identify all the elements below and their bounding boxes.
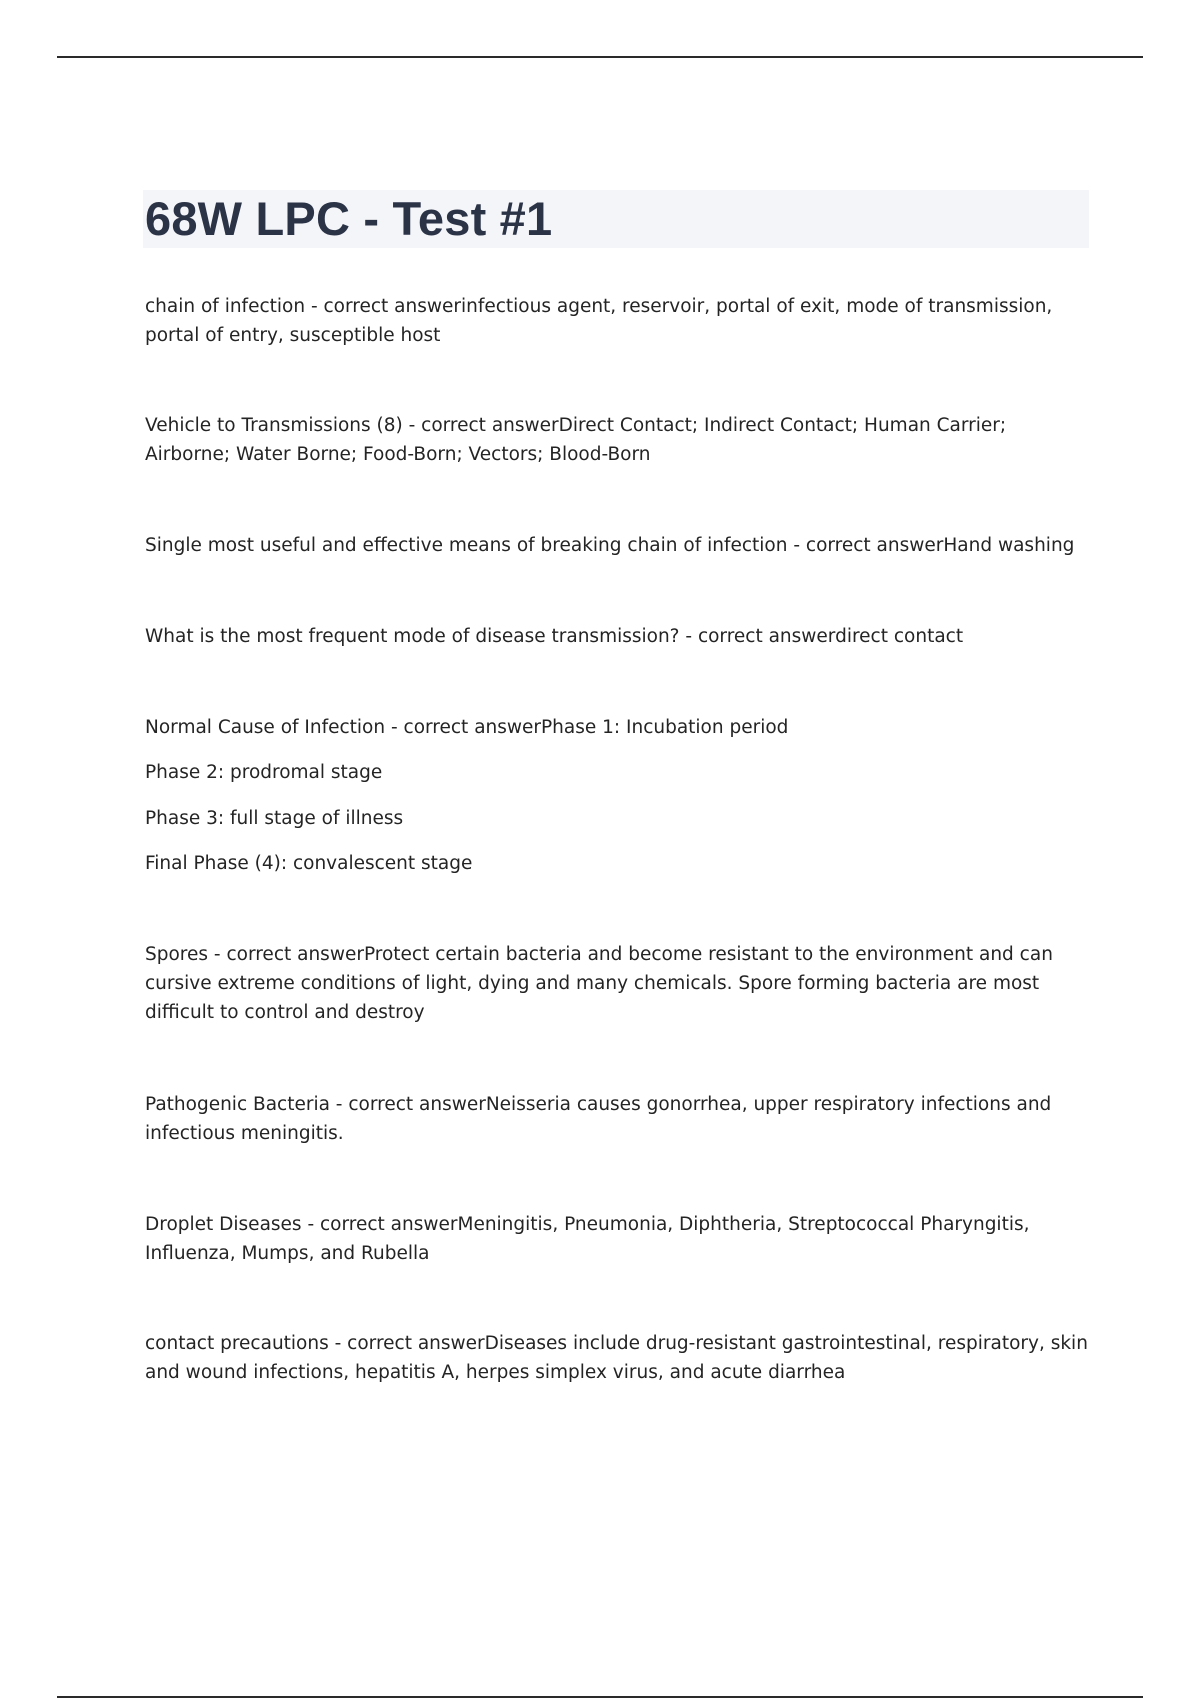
- entry-phase-2: Phase 2: prodromal stage: [145, 762, 383, 783]
- entry-vehicle-transmissions: Vehicle to Transmissions (8) - correct answerDirect Contact; Indirect Contact; Human Carrier; Airborne; Water Borne; Food-Born; Vectors; Blood-Born: [145, 415, 1007, 465]
- entry-final-phase: Final Phase (4): convalescent stage: [145, 853, 473, 874]
- document-title: 68W LPC - Test #1: [145, 192, 553, 245]
- footer-rule: [57, 1696, 1143, 1698]
- header-rule: [57, 56, 1143, 58]
- entry-frequent-mode: What is the most frequent mode of disease transmission? - correct answerdirect contact: [145, 626, 964, 647]
- entry-spores: Spores - correct answerProtect certain bacteria and become resistant to the environment and can cursive extreme conditions of light, dying and many chemicals. Spore forming bacteria are most difficult to control and destroy: [145, 944, 1053, 1023]
- entry-droplet-diseases: Droplet Diseases - correct answerMeningitis, Pneumonia, Diphtheria, Streptococcal Pharyngitis, Influenza, Mumps, and Rubella: [145, 1214, 1030, 1264]
- entry-chain-of-infection: chain of infection - correct answerinfectious agent, reservoir, portal of exit, mode of transmission, portal of entry, susceptible host: [145, 296, 1053, 346]
- entry-pathogenic-bacteria: Pathogenic Bacteria - correct answerNeisseria causes gonorrhea, upper respiratory infections and infectious meningitis.: [145, 1094, 1052, 1144]
- entry-phase-3: Phase 3: full stage of illness: [145, 808, 404, 829]
- entry-normal-cause: Normal Cause of Infection - correct answerPhase 1: Incubation period: [145, 717, 789, 738]
- entry-contact-precautions: contact precautions - correct answerDiseases include drug-resistant gastrointestinal, respiratory, skin and wound infections, hepatitis A, herpes simplex virus, and acute diarrhea: [145, 1333, 1088, 1383]
- entry-breaking-chain: Single most useful and effective means of breaking chain of infection - correct answerHand washing: [145, 535, 1075, 556]
